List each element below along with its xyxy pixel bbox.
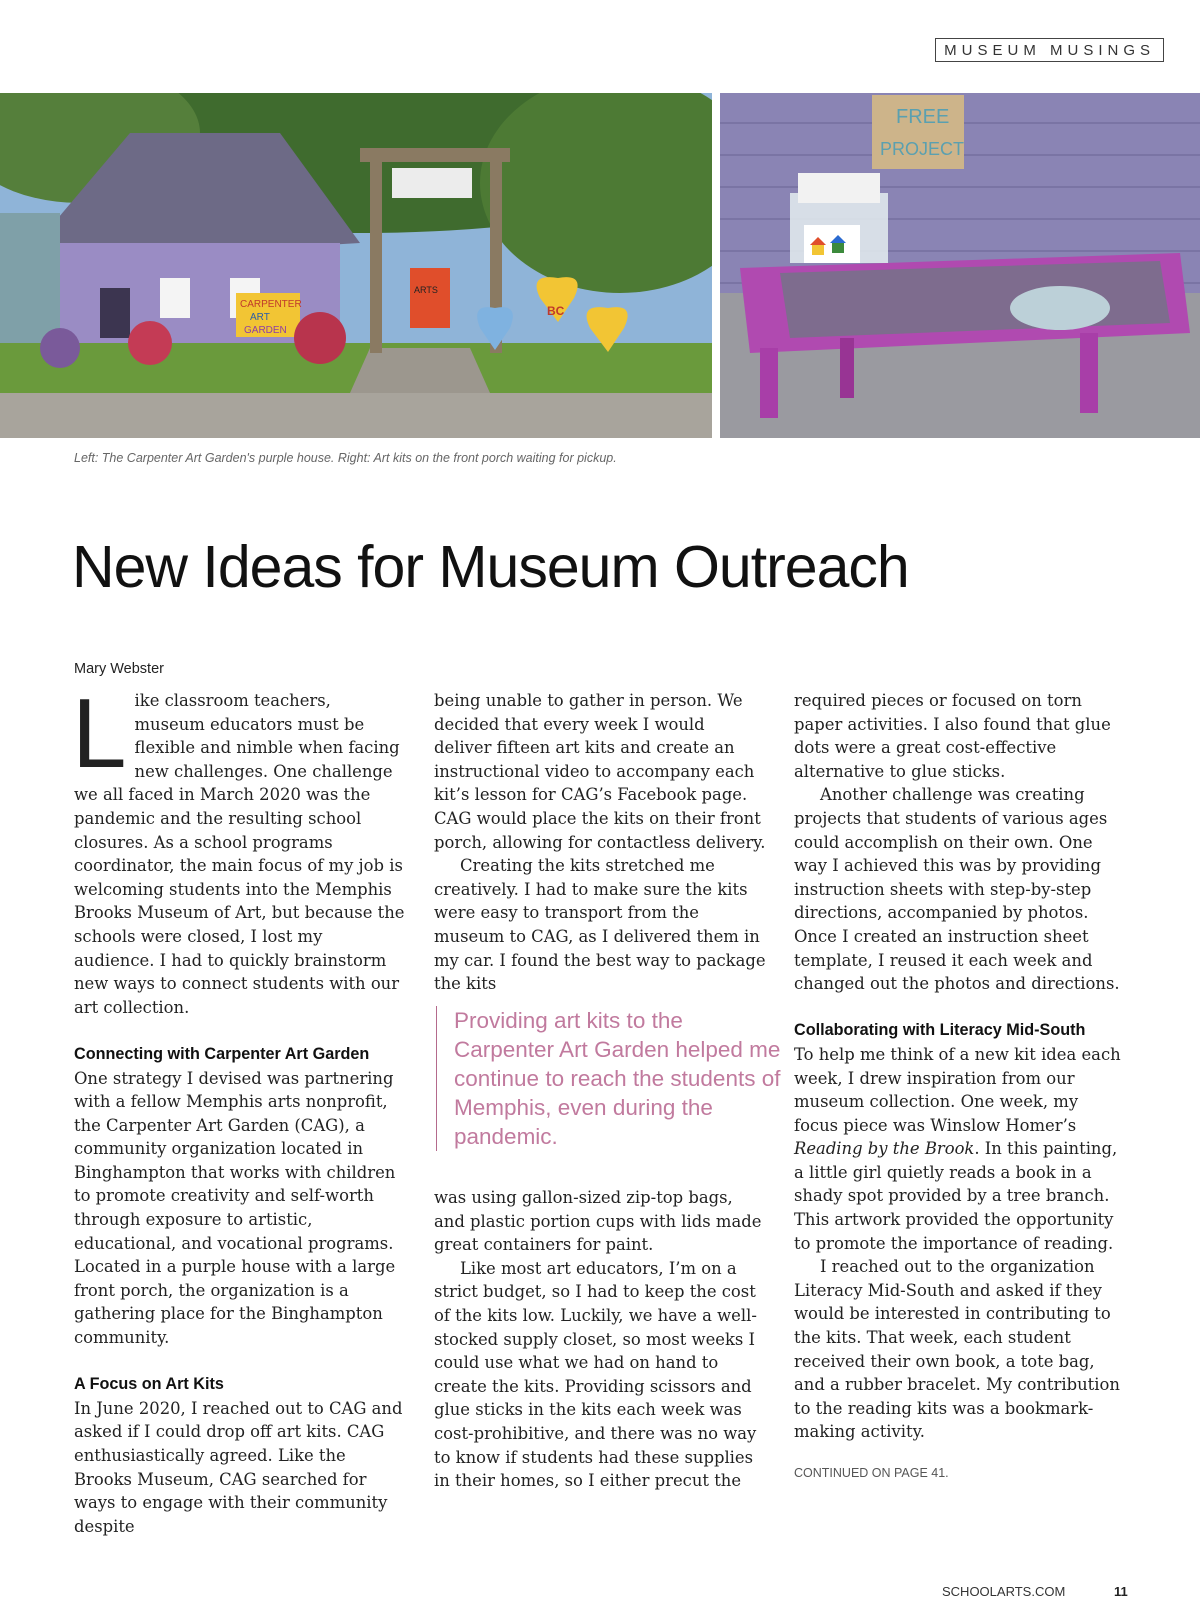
photo-caption: Left: The Carpenter Art Garden's purple house. Right: Art kits on the front porch waiting for pickup.: [74, 451, 617, 465]
article-column-1: [72, 678, 406, 1538]
photo-purple-house: [0, 93, 712, 438]
intro-text: ike classroom teachers, museum educators must be flexible and nimble when facing new challenges. One challenge we all faced in March 2020 was the pandemic and the resulting school closures. As a school programs coordinator, the main focus of my job is welcoming students into the Memphis Brooks Museum of Art, but because the schools were closed, I lost my audience. I had to quickly brainstorm new ways to connect students with our art collection.: [74, 691, 405, 1017]
paragraph-creating-kits: Creating the kits stretched me creatively. I had to make sure the kits were easy to transport from the museum to CAG, as I delivered them in my car. I found the best way to package the kits: [434, 856, 766, 994]
heading-art-kits: A Focus on Art Kits: [74, 1375, 224, 1394]
photo-art-kits-porch: [720, 93, 1200, 438]
paragraph-instruction-sheets: Another challenge was creating projects that students of various ages could accomplish on their own. One way I achieved this was by providing instruction sheets with step-by-step directions, accompanied by photos. Once I created an instruction sheet template, I reused it each week and changed out the photos and directions.: [794, 785, 1120, 994]
paragraph-glue-dots: required pieces or focused on torn paper activities. I also found that glue dots were a great cost-effective alternative to glue sticks.: [794, 691, 1111, 781]
page-number: 11: [1114, 1584, 1128, 1599]
pull-quote: Providing art kits to the Carpenter Art Garden helped me continue to reach the students of Memphis, even during the pandemic.: [436, 1006, 784, 1151]
continued-note: CONTINUED ON PAGE 41.: [794, 1466, 949, 1480]
heart-sign-text: BC: [547, 304, 565, 318]
drop-cap: L: [72, 678, 127, 788]
paragraph-weekly-kits: being unable to gather in person. We decided that every week I would deliver fifteen art kits and create an instructional video to accompany each kit’s lesson for CAG’s Facebook page. CAG would place the kits on their front porch, allowing for contactless delivery.: [434, 691, 766, 852]
purple-house-illustration: [0, 93, 712, 438]
section-tag: MUSEUM MUSINGS: [935, 38, 1164, 62]
winslow-text-before: To help me think of a new kit idea each week, I drew inspiration from our museum collection. One week, my focus piece was Winslow Homer’s: [794, 1044, 1121, 1135]
footer-website: SCHOOLARTS.COM: [942, 1584, 1066, 1599]
garden-sign-line1: CARPENTER: [240, 299, 302, 310]
free-sign-line1: FREE: [896, 106, 950, 128]
paragraph-zip-top-bags: was using gallon-sized zip-top bags, and plastic portion cups with lids made great containers for paint.: [434, 1188, 762, 1255]
artwork-title: Reading by the Brook: [794, 1139, 975, 1159]
paragraph-budget: Like most art educators, I’m on a strict budget, so I had to keep the cost of the kits low. Luckily, we have a well-stocked supply closet, so most weeks I could use what we had on hand to create the kits. Providing scissors and glue sticks in the kits each week was cost-prohibitive, and there was no way to know if students had these supplies in their homes, so I either precut the: [434, 1258, 757, 1491]
free-sign-line2: PROJECT: [880, 139, 965, 159]
article-column-2: [434, 689, 766, 996]
heading-literacy-mid-south: Collaborating with Literacy Mid-South: [794, 1021, 1086, 1040]
garden-sign-line2: ART: [250, 312, 270, 323]
winslow-text-after: . In this painting, a little girl quietly reads a book in a shady spot provided by a tree branch. This artwork provided the opportunity to promote the importance of reading.: [794, 1139, 1118, 1253]
paragraph-literacy-kits: I reached out to the organization Literacy Mid-South and asked if they would be interested in contributing to the kits. That week, each student received their own book, a tote bag, and a rubber bracelet. My contribution to the reading kits was a bookmark-making activity.: [794, 1257, 1120, 1442]
garden-sign-line3: GARDEN: [244, 325, 287, 336]
paragraph-winslow-homer: [794, 1043, 1126, 1255]
art-kits-illustration: [720, 93, 1200, 438]
red-sign-text: ARTS: [414, 285, 438, 295]
paragraph-june-2020: In June 2020, I reached out to CAG and asked if I could drop off art kits. CAG enthusiastically agreed. Like the Brooks Museum, CAG searched for ways to engage with their community despite: [74, 1398, 403, 1536]
paragraph-cag-partnership: One strategy I devised was partnering with a fellow Memphis arts nonprofit, the Carpenter Art Garden (CAG), a community organization located in Binghampton that works with children to promote creativity and self-worth through exposure to artistic, educational, and vocational programs. Located in a purple house with a large front porch, the organization is a gathering place for the Binghampton community.: [74, 1068, 396, 1348]
article-headline: New Ideas for Museum Outreach: [72, 534, 909, 600]
byline: Mary Webster: [74, 661, 164, 677]
intro-paragraph: [72, 678, 406, 1019]
heading-connecting-cag: Connecting with Carpenter Art Garden: [74, 1044, 370, 1063]
article-column-3: [794, 689, 1126, 1486]
article-column-2-continued: [434, 1186, 766, 1493]
